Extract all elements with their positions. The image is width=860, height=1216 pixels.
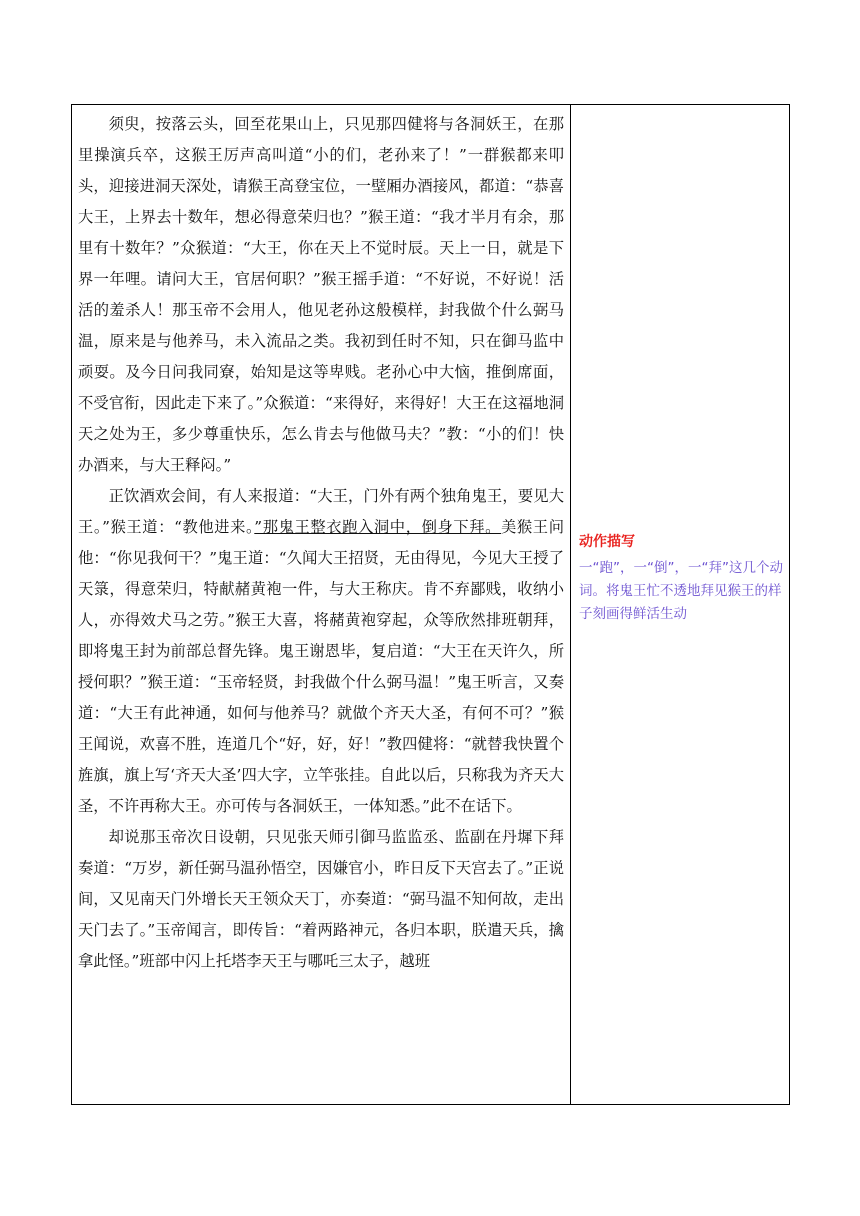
paragraph-1 xyxy=(78,109,564,481)
paragraph-2-text-after: 美猴王问他：“你见我何干？”鬼王道：“久闻大王招贤，无由得见，今见大王授了天箓，得意荣归，特献赭黄袍一件，与大王称庆。肯不弃鄙贱，收纳小人，亦得效犬马之劳。”猴王大喜，将赭黄袍穿起，众等欣然排班朝拜，即将鬼王封为前部总督先锋。鬼王谢恩毕，复启道：“大王在天许久，所授何职？”猴王道：“玉帝轻贤，封我做个什么弼马温！”鬼王听言，又奏道：“大王有此神通，如何与他养马？就做个齐天大圣，有何不可？”猴王闻说，欢喜不胜，连道几个“好，好，好！”教四健将：“就替我快置个旌旗，旗上写‘齐天大圣’四大字，立竿张挂。自此以后，只称我为齐天大圣，不许再称大王。亦可传与各洞妖王，一体知悉。”此不在话下。 xyxy=(78,518,564,815)
underlined-action-sentence: ”那鬼王整衣跑入洞中，倒身下拜。 xyxy=(254,518,502,536)
paragraph-2 xyxy=(78,481,564,822)
text-column xyxy=(72,105,571,1104)
paragraph-3 xyxy=(78,822,564,977)
paragraph-3-text: 却说那玉帝次日设朝，只见张天师引御马监监丞、监副在丹墀下拜奏道：“万岁，新任弼马温孙悟空，因嫌官小，昨日反下天宫去了。”正说间，又见南天门外增长天王领众天丁，亦奏道：“弼马温不知何故，走出天门去了。”玉帝闻言，即传旨：“着两路神元，各归本职，朕遣天兵，擒拿此怪。”班部中闪上托塔李天王与哪吒三太子，越班 xyxy=(78,828,564,970)
annotation-body: 一“跑”，一“倒”，一“拜”这几个动词。将鬼王忙不透地拜见猴王的样子刻画得鲜活生动 xyxy=(579,560,783,622)
paragraph-2-text-before: 正饮酒欢会间，有人来报道：“大王，门外有两个独角鬼王，要见大王。”猴王道：“教他进来。 xyxy=(78,487,564,536)
annotation-column xyxy=(571,105,789,1104)
annotation-title: 动作描写 xyxy=(579,534,635,550)
paragraph-1-text: 须臾，按落云头，回至花果山上，只见那四健将与各洞妖王，在那里操演兵卒，这猴王厉声高叫道“小的们，老孙来了！”一群猴都来叩头，迎接进洞天深处，请猴王高登宝位，一壁厢办酒接风，都道：“恭喜大王，上界去十数年，想必得意荣归也？”猴王道：“我才半月有余，那里有十数年？”众猴道：“大王，你在天上不觉时辰。天上一日，就是下界一年哩。请问大王，官居何职？”猴王摇手道：“不好说，不好说！活活的羞杀人！那玉帝不会用人，他见老孙这般模样，封我做个什么弼马温，原来是与他养马，未入流品之类。我初到任时不知，只在御马监中顽耍。及今日问我同寮，始知是这等卑贱。老孙心中大恼，推倒席面，不受官衔，因此走下来了。”众猴道：“来得好，来得好！大王在这福地洞天之处为王，多少尊重快乐，怎么肯去与他做马夫？”教：“小的们！快办酒来，与大王释闷。” xyxy=(78,115,564,474)
document-table xyxy=(71,104,790,1105)
